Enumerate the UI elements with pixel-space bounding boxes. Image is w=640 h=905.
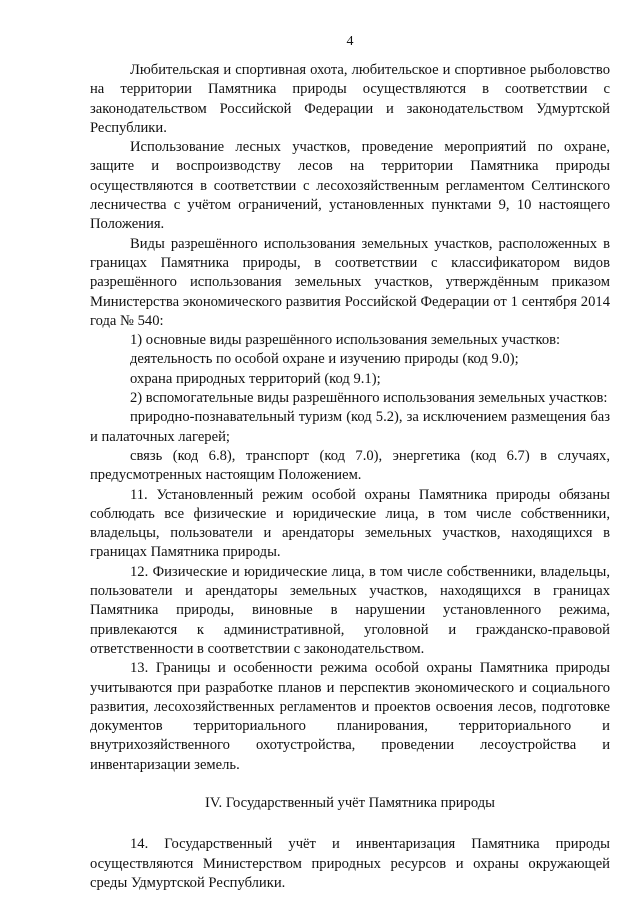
document-page xyxy=(90,0,610,905)
list-item-main-use-types: 1) основные виды разрешённого использования земельных участков: xyxy=(130,332,561,349)
paragraph-item-14: 14. Государственный учёт и инвентаризация Памятника природы осуществляются Министерством природных ресурсов и охраны окружающей среды Удмуртской Республики. xyxy=(90,836,610,891)
list-item-tourism: природно-познавательный туризм (код 5.2), за исключением размещения баз и палаточных лагерей; xyxy=(90,409,610,445)
document-body xyxy=(90,61,610,893)
paragraph-item-12: 12. Физические и юридические лица, в том числе собственники, владельцы, пользователи и арендаторы земельных участков, находящихся в границах Памятника природы, виновные в нарушении установленного режима, привлекаются к административной, уголовной и гражданско-правовой ответственности в соответствии с законодательством. xyxy=(90,563,610,657)
paragraph-forest-use: Использование лесных участков, проведение мероприятий по охране, защите и воспроизводству лесов на территории Памятника природы осуществляются в соответствии с лесохозяйственным регламентом Селтинского лесничества с учётом ограничений, установленных пунктами 9, 10 настоящего Положения. xyxy=(90,139,610,233)
section-heading: IV. Государственный учёт Памятника природы xyxy=(205,794,495,811)
list-item-territory-protection: охрана природных территорий (код 9.1); xyxy=(130,370,381,387)
paragraph-land-use-types: Виды разрешённого использования земельных участков, расположенных в границах Памятника природы, в соответствии с классификатором видов разрешённого использования земельных участков, утверждённым приказом Министерства экономического развития Российской Федерации от 1 сентября 2014 года № 540: xyxy=(90,235,610,329)
list-item-nature-protection: деятельность по особой охране и изучению природы (код 9.0); xyxy=(130,351,519,368)
paragraph-item-11: 11. Установленный режим особой охраны Памятника природы обязаны соблюдать все физические и юридические лица, в том числе собственники, владельцы, пользователи и арендаторы земельных участков, находящихся в границах Памятника природы. xyxy=(90,486,610,561)
list-item-auxiliary-use-types: 2) вспомогательные виды разрешённого использования земельных участков: xyxy=(130,390,608,407)
page-number: 4 xyxy=(346,34,354,49)
list-item-communications: связь (код 6.8), транспорт (код 7.0), энергетика (код 6.7) в случаях, предусмотренных настоящим Положением. xyxy=(90,447,610,484)
paragraph-hunting-fishing: Любительская и спортивная охота, любительское и спортивное рыболовство на территории Памятника природы осуществляются в соответствии с законодательством Российской Федерации и законодательством Удмуртской Республики. xyxy=(90,62,610,136)
paragraph-item-13: 13. Границы и особенности режима особой охраны Памятника природы учитываются при разработке планов и перспектив экономического и социального развития, лесохозяйственных регламентов и проектов освоения лесов, подготовке документов территориального планирования, территориального и внутрихозяйственного охотустройства, проведении лесоустройства и инвентаризации земель. xyxy=(90,660,610,773)
